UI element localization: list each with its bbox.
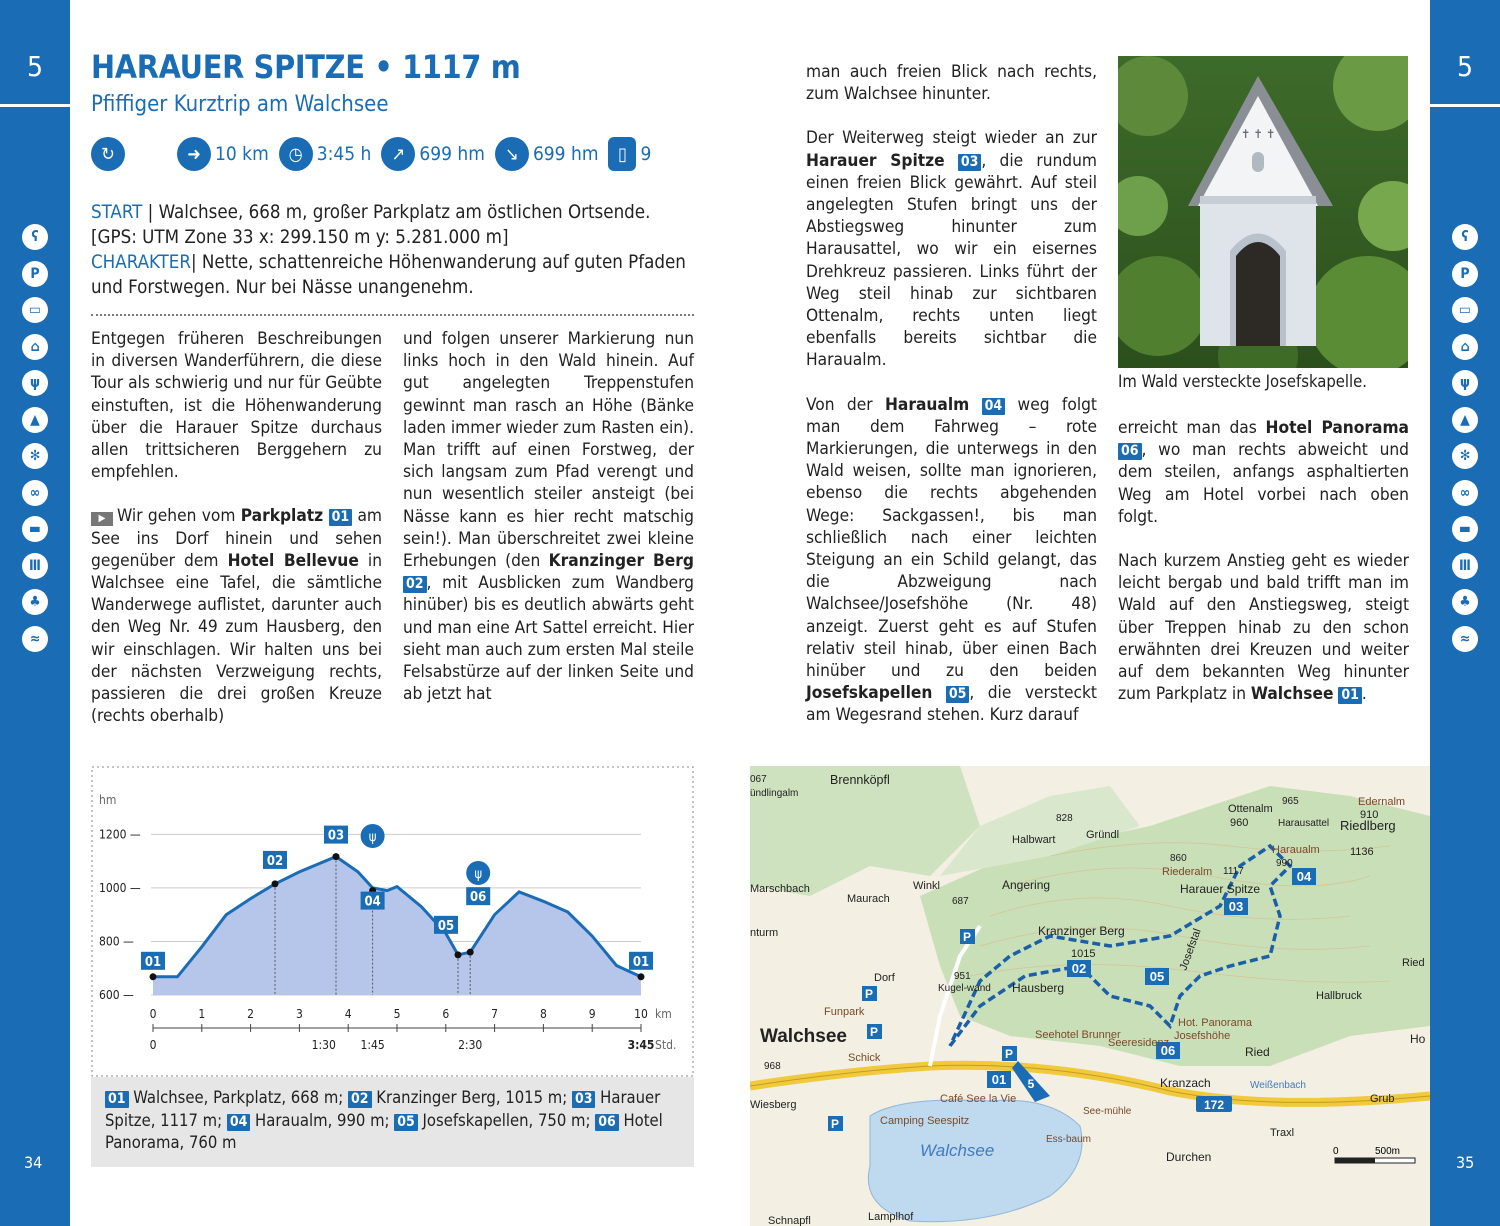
character-label: CHARAKTER — [91, 252, 191, 273]
map-label: Traxl — [1270, 1127, 1295, 1139]
side-icons-right — [1452, 224, 1478, 662]
road-number-badge: 172 — [1203, 1098, 1225, 1112]
descent-value: 699 hm — [532, 143, 599, 165]
map-label: Schnapfl — [768, 1215, 811, 1226]
bike-icon: ∞ — [22, 480, 48, 506]
map-label: Hot. Panorama — [1178, 1017, 1252, 1029]
waypoint-dot — [150, 973, 157, 980]
map-label: Ried — [1245, 1045, 1270, 1059]
profile-area — [153, 857, 641, 995]
waypoint-badge: 04 — [982, 398, 1006, 415]
map-label: Grub — [1370, 1093, 1395, 1105]
map-label: Weißenbach — [1250, 1080, 1306, 1091]
restaurant-icon: ψ — [1452, 370, 1478, 396]
route-number: 5 — [1027, 1077, 1035, 1091]
time-tick-label: 3:45 — [627, 1038, 655, 1052]
waypoint-badge: 06 — [1118, 443, 1142, 460]
bed-icon: ▬ — [1452, 516, 1478, 542]
map-label: Lamplhof — [868, 1211, 914, 1223]
route-paragraph-3: man auch freien Blick nach rechts, zum Walchsee hinunter. — [806, 62, 1097, 105]
svg-text:P: P — [864, 987, 874, 1001]
time-axis-unit: Std. — [655, 1038, 677, 1052]
stat-loop — [91, 137, 129, 171]
x-axis-unit: km — [655, 1007, 672, 1021]
museum-icon: Ⅲ — [22, 553, 48, 579]
waypoint-dot — [638, 973, 645, 980]
map-label: Kranzach — [1160, 1076, 1211, 1090]
legend-waypoint-badge: 06 — [595, 1114, 619, 1131]
time-tick-label: 1:30 — [311, 1038, 336, 1052]
phone-rating-icon: ▯ — [608, 137, 636, 171]
x-tick-label: 10 — [634, 1007, 648, 1021]
map-label: 1117 — [1223, 866, 1244, 877]
map-label: Café See la Vie — [940, 1093, 1017, 1105]
map-label: Angering — [1002, 878, 1051, 892]
time-tick-label: 1:45 — [360, 1038, 385, 1052]
map-label: Marschbach — [750, 883, 810, 895]
legend-waypoint-text: Haraualm, 990 m; — [250, 1110, 395, 1130]
waypoint-dot — [467, 949, 474, 956]
photo-caption: Im Wald versteckte Josefskapelle. — [1118, 372, 1368, 391]
x-tick-label: 7 — [491, 1007, 499, 1021]
route-paragraph-4: Der Weiterweg steigt wieder an zur Harauer Spitze 03 , die rundum einen freien Blick gewährt. Auf steil angelegten Stufen bringt uns der Abstiegsweg hinunter zum Harausattel, wo wir ein eisernes Drehkreuz passieren. Links führt der Weg steil hinab zur sichtbaren Ottenalm, rechts unten liegt ebenfalls bereits sichtbar die Haraualm. — [806, 128, 1097, 371]
elevation-profile-chart — [91, 766, 694, 1077]
time-tick-label: 2:30 — [458, 1038, 483, 1052]
play-marker-icon: ▶ — [91, 512, 113, 526]
legend-waypoint-text: Hotel Panorama, 760 m — [105, 1110, 663, 1152]
waypoint-badge-label: 01 — [632, 954, 650, 970]
waypoint-dot — [455, 951, 462, 958]
distance-value: 10 km — [215, 143, 269, 165]
bed-icon: ▬ — [22, 516, 48, 542]
map-label: nturm — [750, 927, 779, 939]
route-map — [750, 766, 1430, 1226]
cablecar-icon: ⌂ — [1452, 334, 1478, 360]
map-waypoint-01: 01 — [991, 1072, 1007, 1087]
tour-stats-row — [91, 136, 661, 172]
descent-arrow-icon: ↘ — [495, 137, 529, 171]
svg-text:P: P — [830, 1117, 840, 1131]
winter-icon: ✻ — [22, 443, 48, 469]
map-label: Wiesberg — [750, 1099, 797, 1111]
page-number-right: 35 — [1456, 1153, 1475, 1172]
waypoint-legend — [91, 1077, 694, 1167]
map-label: Maurach — [847, 893, 890, 905]
map-label-town: Walchsee — [760, 1026, 847, 1047]
map-label: Ho — [1410, 1032, 1426, 1046]
legend-waypoint-badge: 03 — [572, 1091, 596, 1108]
tour-info-box — [91, 200, 696, 300]
map-label: 960 — [1230, 817, 1249, 829]
map-label: Ess-baum — [1046, 1134, 1092, 1145]
tree-icon: ♣ — [22, 589, 48, 615]
text-column-1 — [91, 328, 382, 749]
restaurant-icon: ψ — [22, 370, 48, 396]
map-label: Gründl — [1086, 829, 1120, 841]
y-axis-unit: hm — [99, 793, 117, 807]
x-tick-label: 6 — [442, 1007, 450, 1021]
stat-distance — [177, 137, 269, 171]
map-label: Riederalm — [1162, 866, 1213, 878]
waypoint-badge: 03 — [958, 154, 982, 171]
map-label: Harausattel — [1278, 818, 1330, 829]
route-paragraph-1: ▶ Wir gehen vom Parkplatz 01 am See ins Dorf hinein und sehen gegenüber dem Hotel Bellevue in Walchsee eine Tafel, die sämtliche Wanderwege auflistet, darunter auch den Weg Nr. 49 zum Hausberg, den wir einschlagen. Wir halten uns bei der nächsten Verzweigung rechts, passieren die drei großen Kreuze (rechts oberhalb) — [91, 506, 383, 727]
map-label: Ottenalm — [1228, 803, 1273, 815]
route-paragraph-6: erreicht man das Hotel Panorama 06 , wo man rechts abweicht und dem steilen, anfangs asphaltierten Weg am Hotel vorbei nach oben folgt. — [1118, 418, 1409, 527]
kids-bear-icon: ʕ — [1452, 224, 1478, 250]
rating-value: 9 — [640, 143, 652, 165]
stat-time — [279, 137, 372, 171]
time-value: 3:45 h — [316, 143, 372, 165]
map-waypoint-04: 04 — [1296, 869, 1312, 884]
map-label: Josefstal — [1177, 927, 1204, 973]
map-label: 067 — [750, 774, 767, 785]
swim-icon: ≈ — [1452, 626, 1478, 652]
summit-icon: ▲ — [1452, 407, 1478, 433]
time-tick-label: 0 — [149, 1038, 157, 1052]
map-label: 965 — [1282, 796, 1299, 807]
map-label: Seehotel Brunner — [1035, 1029, 1121, 1041]
map-label: Haraualm — [1272, 844, 1320, 856]
waypoint-dot — [272, 880, 279, 887]
x-tick-label: 1 — [198, 1007, 206, 1021]
character-text: | Nette, schattenreiche Höhenwanderung auf guten Pfaden und Forstwegen. Nur bei Nässe unangenehm. — [91, 252, 686, 298]
tour-number-tab-right: 5 — [1430, 0, 1500, 107]
parking-icon: P — [22, 261, 48, 287]
legend-waypoint-text: Walchsee, Parkplatz, 668 m; — [128, 1088, 348, 1107]
x-tick-label: 4 — [344, 1007, 352, 1021]
tour-number-tab-left: 5 — [0, 0, 70, 107]
waypoint-badge: 05 — [946, 686, 970, 703]
bus-icon: ▭ — [22, 297, 48, 323]
route-paragraph-7: Nach kurzem Anstieg geht es wieder leicht bergab und bald trifft man im Wald auf den Anstiegsweg, steigt über Treppen hinab zu den schon erwähnten drei Kreuzen und weiter auf dem bekannten Weg hinunter zum Parkplatz in Walchsee 01 . — [1118, 551, 1409, 705]
route-paragraph-2: und folgen unserer Markierung nun links hoch in den Wald hinein. Auf gut angelegten Treppenstufen gewinnt man rasch an Höhe (Bänke laden immer wieder zum Rasten ein). Man trifft auf einen Forstweg, der sich langsam zum Pfad verengt und nun wesentlich steiler ansteigt (bei Nässe kann es hier recht matschig sein!). Man überschreitet zwei kleine Erhebungen (den Kranzinger Berg 02 , mit Ausblicken zum Wandberg hinüber) bis es deutlich abwärts geht und man eine Art Sattel erreicht. Hier sieht man auch zum ersten Mal steile Felsabstürze auf der linken Seite und ab jetzt hat — [403, 329, 694, 705]
map-label: 990 — [1276, 858, 1293, 869]
map-label: Edernalm — [1358, 796, 1406, 808]
map-label: 951 — [954, 971, 971, 982]
waypoint-badge-label: 02 — [266, 853, 284, 869]
waypoint-badge-label: 06 — [470, 890, 487, 906]
map-waypoint-05: 05 — [1149, 969, 1165, 984]
map-label: Hallbruck — [1316, 990, 1362, 1002]
signpost-icon: ➜ — [177, 137, 211, 171]
gps-text: [GPS: UTM Zone 33 x: 299.150 m y: 5.281.000 m] — [91, 227, 509, 248]
stat-rating — [608, 137, 651, 171]
waypoint-badge-label: 01 — [144, 954, 162, 970]
map-label-lake: Walchsee — [920, 1141, 995, 1160]
waypoint-dot — [333, 853, 340, 860]
start-label: START — [91, 202, 143, 223]
map-label: 860 — [1170, 853, 1187, 864]
map-label: ündlingalm — [750, 788, 799, 799]
map-label: See-mühle — [1083, 1106, 1132, 1117]
waypoint-badge: 01 — [1338, 687, 1362, 704]
page-title: HARAUER SPITZE • 1117 m — [91, 48, 521, 86]
map-label: Camping Seespitz — [880, 1115, 970, 1127]
map-label: Funpark — [824, 1006, 865, 1018]
map-label: Dorf — [874, 972, 895, 984]
map-label: 687 — [952, 896, 969, 907]
side-icons-left — [22, 224, 48, 662]
waypoint-badge-label: 04 — [364, 894, 381, 910]
map-label: Winkl — [913, 880, 940, 892]
map-label: 968 — [764, 1061, 781, 1072]
scale-label: 0 — [1333, 1146, 1339, 1157]
bike-icon: ∞ — [1452, 480, 1478, 506]
waypoint-badge: 02 — [403, 576, 427, 593]
route-paragraph-5: Von der Haraualm 04 weg folgt man dem Fahrweg – rote Markierungen, die unterwegs in den Wald weisen, sollte man ignorieren, ebenso die rechts abgehenden Wege: Sackgassen!, bis man schließlich nach einer leichten Steigung an ein Schild gelangt, das die Abzweigung nach Walchsee/Josefshöhe (Nr. 48) anzeigt. Zuerst geht es auf Stufen relativ steil hinab, über einen Bach hinüber und zu den beiden Josefskapellen 05 , die versteckt am Wegesrand stehen. Kurz darauf — [806, 394, 1097, 726]
map-label: 910 — [1360, 809, 1379, 821]
map-label: Kugel-wand — [938, 983, 991, 994]
map-label: Ried — [1402, 957, 1425, 969]
map-label: 1136 — [1350, 846, 1374, 858]
scale-label: 500m — [1375, 1146, 1401, 1157]
dotted-separator — [91, 314, 694, 316]
chapel-photo — [1118, 56, 1408, 368]
ascent-arrow-icon: ↗ — [381, 137, 415, 171]
x-tick-label: 2 — [247, 1007, 255, 1021]
map-label: 828 — [1056, 813, 1073, 824]
map-waypoint-03: 03 — [1228, 899, 1244, 914]
swim-icon: ≈ — [22, 626, 48, 652]
text-column-3 — [806, 61, 1097, 749]
svg-text:✝ ✝ ✝: ✝ ✝ ✝ — [1241, 127, 1275, 141]
legend-waypoint-text: Josefskapellen, 750 m; — [417, 1110, 596, 1130]
text-column-4 — [1118, 417, 1409, 727]
x-tick-label: 5 — [393, 1007, 401, 1021]
page-subtitle: Pfiffiger Kurztrip am Walchsee — [91, 92, 389, 117]
page-number-left: 34 — [24, 1153, 43, 1172]
legend-waypoint-badge: 05 — [394, 1114, 418, 1131]
y-tick-label: 1000 — — [99, 880, 141, 895]
stat-descent — [495, 137, 599, 171]
map-label: Seeresidenz — [1108, 1037, 1170, 1049]
clock-icon: ◷ — [279, 137, 313, 171]
x-tick-label: 3 — [295, 1007, 303, 1021]
parking-icon: P — [1452, 261, 1478, 287]
legend-waypoint-text: Harauer Spitze, 1117 m; — [105, 1088, 661, 1130]
winter-icon: ✻ — [1452, 443, 1478, 469]
stat-ascent — [381, 137, 485, 171]
x-tick-label: 9 — [588, 1007, 596, 1021]
museum-icon: Ⅲ — [1452, 553, 1478, 579]
x-tick-label: 8 — [539, 1007, 547, 1021]
summit-icon: ▲ — [22, 407, 48, 433]
waypoint-badge: 01 — [329, 509, 353, 526]
legend-waypoint-badge: 02 — [348, 1091, 372, 1108]
svg-text:P: P — [1004, 1047, 1014, 1061]
map-label: Hausberg — [1012, 981, 1065, 995]
legend-waypoint-text: Kranzinger Berg, 1015 m; — [371, 1088, 572, 1107]
map-label: Brennköpfl — [830, 773, 890, 787]
text-column-2 — [403, 328, 694, 727]
restaurant-icon-glyph: ψ — [474, 867, 483, 882]
map-label: Kranzinger Berg — [1038, 924, 1125, 938]
restaurant-icon-glyph: ψ — [368, 830, 377, 845]
y-tick-label: 600 — — [99, 988, 134, 1002]
map-label: Riedlberg — [1340, 818, 1396, 833]
kids-bear-icon: ʕ — [22, 224, 48, 250]
loop-icon: ↻ — [91, 137, 125, 171]
map-label: Schick — [848, 1052, 881, 1064]
start-text: | Walchsee, 668 m, großer Parkplatz am östlichen Ortsende. — [147, 202, 651, 223]
map-waypoint-06: 06 — [1160, 1043, 1176, 1058]
map-label: Durchen — [1166, 1150, 1212, 1164]
waypoint-badge-label: 03 — [327, 828, 345, 844]
legend-waypoint-badge: 01 — [105, 1091, 129, 1108]
ascent-value: 699 hm — [419, 143, 485, 165]
map-label: Halbwart — [1012, 834, 1056, 846]
bus-icon: ▭ — [1452, 297, 1478, 323]
waypoint-badge-label: 05 — [437, 918, 455, 934]
y-tick-label: 800 — — [99, 934, 134, 949]
x-tick-label: 0 — [149, 1007, 157, 1021]
legend-waypoint-badge: 04 — [227, 1114, 251, 1131]
map-label: 1015 — [1071, 948, 1096, 960]
y-tick-label: 1200 — — [99, 827, 141, 842]
map-waypoint-02: 02 — [1071, 961, 1087, 976]
intro-paragraph: Entgegen früheren Beschreibungen in diversen Wanderführern, die diese Tour als schwierig und nur für Geübte einstuften, ist die Höhenwanderung über die Harauer Spitze durchaus allen trittsicheren Berggehern zu empfehlen. — [91, 329, 382, 483]
svg-text:P: P — [869, 1025, 879, 1039]
tree-icon: ♣ — [1452, 589, 1478, 615]
cablecar-icon: ⌂ — [22, 334, 48, 360]
map-label: Josefshöhe — [1174, 1030, 1231, 1042]
svg-text:P: P — [962, 930, 972, 944]
map-label: Harauer Spitze — [1180, 882, 1261, 896]
